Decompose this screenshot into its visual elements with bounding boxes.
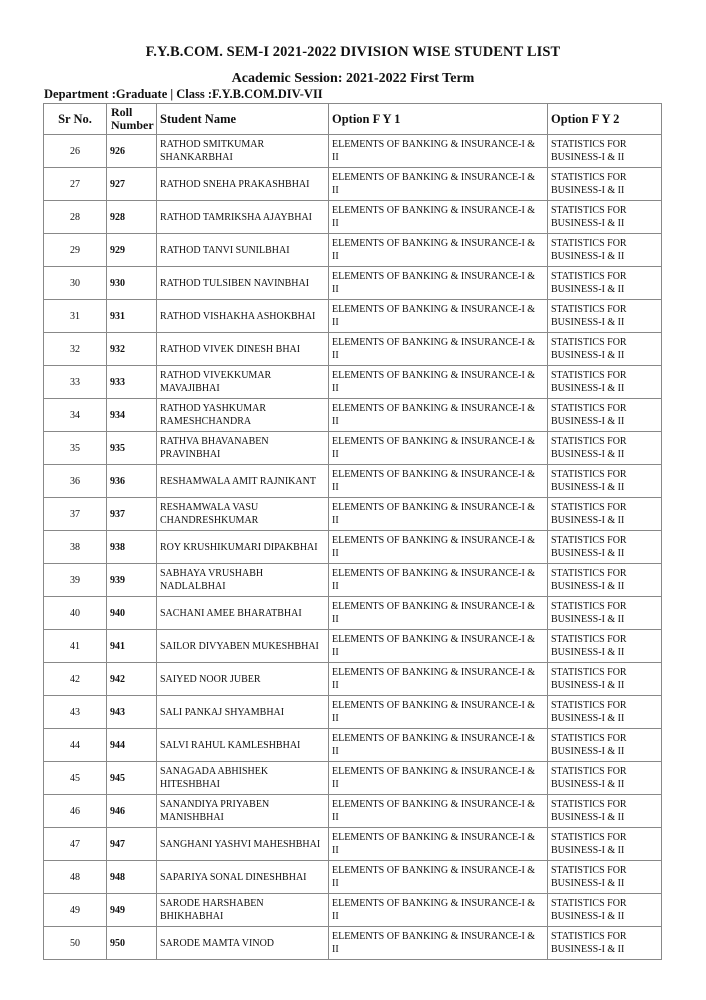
table-row — [44, 894, 662, 927]
cell-sr-no: 49 — [44, 894, 107, 927]
cell-student-name: SABHAYA VRUSHABH NADLALBHAI — [157, 564, 329, 597]
table-row — [44, 564, 662, 597]
cell-student-name: SARODE MAMTA VINOD — [157, 927, 329, 960]
cell-roll-number: 942 — [107, 663, 157, 696]
cell-student-name: ROY KRUSHIKUMARI DIPAKBHAI — [157, 531, 329, 564]
cell-option-fy1: ELEMENTS OF BANKING & INSURANCE-I & II — [329, 366, 548, 399]
table-row — [44, 597, 662, 630]
cell-option-fy1: ELEMENTS OF BANKING & INSURANCE-I & II — [329, 267, 548, 300]
cell-sr-no: 26 — [44, 135, 107, 168]
cell-roll-number: 926 — [107, 135, 157, 168]
cell-sr-no: 30 — [44, 267, 107, 300]
cell-roll-number: 930 — [107, 267, 157, 300]
cell-sr-no: 42 — [44, 663, 107, 696]
cell-option-fy2: STATISTICS FOR BUSINESS-I & II — [548, 630, 662, 663]
cell-roll-number: 929 — [107, 234, 157, 267]
cell-option-fy2: STATISTICS FOR BUSINESS-I & II — [548, 861, 662, 894]
cell-student-name: SAPARIYA SONAL DINESHBHAI — [157, 861, 329, 894]
cell-sr-no: 35 — [44, 432, 107, 465]
cell-sr-no: 41 — [44, 630, 107, 663]
cell-roll-number: 928 — [107, 201, 157, 234]
cell-roll-number: 943 — [107, 696, 157, 729]
table-row — [44, 696, 662, 729]
cell-option-fy1: ELEMENTS OF BANKING & INSURANCE-I & II — [329, 135, 548, 168]
cell-option-fy2: STATISTICS FOR BUSINESS-I & II — [548, 366, 662, 399]
cell-option-fy2: STATISTICS FOR BUSINESS-I & II — [548, 894, 662, 927]
table-row — [44, 267, 662, 300]
cell-option-fy1: ELEMENTS OF BANKING & INSURANCE-I & II — [329, 201, 548, 234]
cell-student-name: SAILOR DIVYABEN MUKESHBHAI — [157, 630, 329, 663]
table-row — [44, 234, 662, 267]
cell-roll-number: 941 — [107, 630, 157, 663]
cell-sr-no: 48 — [44, 861, 107, 894]
cell-option-fy2: STATISTICS FOR BUSINESS-I & II — [548, 927, 662, 960]
cell-option-fy2: STATISTICS FOR BUSINESS-I & II — [548, 333, 662, 366]
table-row — [44, 465, 662, 498]
cell-student-name: SANANDIYA PRIYABEN MANISHBHAI — [157, 795, 329, 828]
cell-roll-number: 944 — [107, 729, 157, 762]
cell-option-fy1: ELEMENTS OF BANKING & INSURANCE-I & II — [329, 465, 548, 498]
cell-option-fy1: ELEMENTS OF BANKING & INSURANCE-I & II — [329, 795, 548, 828]
cell-student-name: RATHOD VISHAKHA ASHOKBHAI — [157, 300, 329, 333]
cell-option-fy1: ELEMENTS OF BANKING & INSURANCE-I & II — [329, 894, 548, 927]
column-header-option-fy2: Option F Y 2 — [548, 104, 662, 135]
cell-option-fy2: STATISTICS FOR BUSINESS-I & II — [548, 696, 662, 729]
cell-option-fy1: ELEMENTS OF BANKING & INSURANCE-I & II — [329, 300, 548, 333]
cell-student-name: RATHOD TANVI SUNILBHAI — [157, 234, 329, 267]
student-list-table — [43, 103, 662, 960]
cell-roll-number: 932 — [107, 333, 157, 366]
cell-student-name: SANAGADA ABHISHEK HITESHBHAI — [157, 762, 329, 795]
cell-roll-number: 939 — [107, 564, 157, 597]
table-row — [44, 630, 662, 663]
cell-sr-no: 29 — [44, 234, 107, 267]
cell-student-name: RATHOD TAMRIKSHA AJAYBHAI — [157, 201, 329, 234]
cell-roll-number: 938 — [107, 531, 157, 564]
table-row — [44, 366, 662, 399]
cell-roll-number: 936 — [107, 465, 157, 498]
cell-roll-number: 927 — [107, 168, 157, 201]
cell-option-fy1: ELEMENTS OF BANKING & INSURANCE-I & II — [329, 663, 548, 696]
table-header — [44, 104, 662, 135]
cell-sr-no: 50 — [44, 927, 107, 960]
cell-option-fy2: STATISTICS FOR BUSINESS-I & II — [548, 465, 662, 498]
cell-option-fy2: STATISTICS FOR BUSINESS-I & II — [548, 267, 662, 300]
cell-sr-no: 28 — [44, 201, 107, 234]
cell-roll-number: 937 — [107, 498, 157, 531]
cell-roll-number: 946 — [107, 795, 157, 828]
page-subtitle: Academic Session: 2021-2022 First Term — [231, 71, 475, 86]
cell-roll-number: 940 — [107, 597, 157, 630]
table-row — [44, 828, 662, 861]
cell-sr-no: 33 — [44, 366, 107, 399]
cell-option-fy1: ELEMENTS OF BANKING & INSURANCE-I & II — [329, 333, 548, 366]
cell-sr-no: 38 — [44, 531, 107, 564]
table-row — [44, 663, 662, 696]
cell-option-fy1: ELEMENTS OF BANKING & INSURANCE-I & II — [329, 630, 548, 663]
cell-sr-no: 37 — [44, 498, 107, 531]
cell-roll-number: 945 — [107, 762, 157, 795]
cell-roll-number: 949 — [107, 894, 157, 927]
table-row — [44, 168, 662, 201]
cell-student-name: SARODE HARSHABEN BHIKHABHAI — [157, 894, 329, 927]
cell-roll-number: 931 — [107, 300, 157, 333]
cell-student-name: RATHOD SMITKUMAR SHANKARBHAI — [157, 135, 329, 168]
table-row — [44, 498, 662, 531]
column-header-sr-no: Sr No. — [44, 104, 107, 135]
cell-option-fy1: ELEMENTS OF BANKING & INSURANCE-I & II — [329, 597, 548, 630]
cell-option-fy2: STATISTICS FOR BUSINESS-I & II — [548, 498, 662, 531]
cell-student-name: RATHVA BHAVANABEN PRAVINBHAI — [157, 432, 329, 465]
cell-sr-no: 39 — [44, 564, 107, 597]
cell-student-name: RATHOD VIVEK DINESH BHAI — [157, 333, 329, 366]
cell-sr-no: 44 — [44, 729, 107, 762]
header-row — [44, 104, 662, 135]
column-header-option-fy1: Option F Y 1 — [329, 104, 548, 135]
cell-roll-number: 935 — [107, 432, 157, 465]
cell-option-fy1: ELEMENTS OF BANKING & INSURANCE-I & II — [329, 927, 548, 960]
cell-roll-number: 934 — [107, 399, 157, 432]
cell-option-fy2: STATISTICS FOR BUSINESS-I & II — [548, 234, 662, 267]
cell-option-fy1: ELEMENTS OF BANKING & INSURANCE-I & II — [329, 432, 548, 465]
column-header-roll-number: Roll Number — [107, 104, 157, 135]
cell-option-fy2: STATISTICS FOR BUSINESS-I & II — [548, 597, 662, 630]
table-row — [44, 201, 662, 234]
cell-option-fy1: ELEMENTS OF BANKING & INSURANCE-I & II — [329, 729, 548, 762]
cell-option-fy2: STATISTICS FOR BUSINESS-I & II — [548, 201, 662, 234]
cell-student-name: SALVI RAHUL KAMLESHBHAI — [157, 729, 329, 762]
cell-option-fy1: ELEMENTS OF BANKING & INSURANCE-I & II — [329, 828, 548, 861]
cell-sr-no: 32 — [44, 333, 107, 366]
cell-option-fy1: ELEMENTS OF BANKING & INSURANCE-I & II — [329, 696, 548, 729]
cell-roll-number: 948 — [107, 861, 157, 894]
table-row — [44, 333, 662, 366]
table-row — [44, 300, 662, 333]
cell-option-fy1: ELEMENTS OF BANKING & INSURANCE-I & II — [329, 234, 548, 267]
table-row — [44, 432, 662, 465]
cell-option-fy1: ELEMENTS OF BANKING & INSURANCE-I & II — [329, 498, 548, 531]
cell-option-fy2: STATISTICS FOR BUSINESS-I & II — [548, 531, 662, 564]
cell-sr-no: 40 — [44, 597, 107, 630]
cell-option-fy2: STATISTICS FOR BUSINESS-I & II — [548, 663, 662, 696]
page-title: F.Y.B.COM. SEM-I 2021-2022 DIVISION WISE STUDENT LIST — [145, 44, 561, 60]
cell-student-name: SALI PANKAJ SHYAMBHAI — [157, 696, 329, 729]
column-header-student-name: Student Name — [157, 104, 329, 135]
table-body — [44, 135, 662, 960]
cell-sr-no: 34 — [44, 399, 107, 432]
cell-option-fy2: STATISTICS FOR BUSINESS-I & II — [548, 729, 662, 762]
cell-sr-no: 31 — [44, 300, 107, 333]
cell-option-fy1: ELEMENTS OF BANKING & INSURANCE-I & II — [329, 861, 548, 894]
cell-option-fy2: STATISTICS FOR BUSINESS-I & II — [548, 795, 662, 828]
cell-option-fy2: STATISTICS FOR BUSINESS-I & II — [548, 432, 662, 465]
cell-option-fy1: ELEMENTS OF BANKING & INSURANCE-I & II — [329, 399, 548, 432]
department-class-line: Department :Graduate | Class :F.Y.B.COM.DIV-VII — [44, 87, 323, 101]
cell-option-fy1: ELEMENTS OF BANKING & INSURANCE-I & II — [329, 168, 548, 201]
table-row — [44, 729, 662, 762]
cell-roll-number: 933 — [107, 366, 157, 399]
cell-option-fy2: STATISTICS FOR BUSINESS-I & II — [548, 564, 662, 597]
cell-option-fy2: STATISTICS FOR BUSINESS-I & II — [548, 300, 662, 333]
cell-sr-no: 36 — [44, 465, 107, 498]
cell-sr-no: 27 — [44, 168, 107, 201]
cell-student-name: SANGHANI YASHVI MAHESHBHAI — [157, 828, 329, 861]
cell-option-fy2: STATISTICS FOR BUSINESS-I & II — [548, 168, 662, 201]
table-row — [44, 399, 662, 432]
table-row — [44, 531, 662, 564]
cell-option-fy1: ELEMENTS OF BANKING & INSURANCE-I & II — [329, 531, 548, 564]
cell-sr-no: 45 — [44, 762, 107, 795]
cell-student-name: RATHOD VIVEKKUMAR MAVAJIBHAI — [157, 366, 329, 399]
cell-option-fy1: ELEMENTS OF BANKING & INSURANCE-I & II — [329, 762, 548, 795]
cell-option-fy2: STATISTICS FOR BUSINESS-I & II — [548, 135, 662, 168]
cell-sr-no: 43 — [44, 696, 107, 729]
table-row — [44, 135, 662, 168]
cell-option-fy2: STATISTICS FOR BUSINESS-I & II — [548, 762, 662, 795]
cell-student-name: SAIYED NOOR JUBER — [157, 663, 329, 696]
cell-roll-number: 947 — [107, 828, 157, 861]
cell-roll-number: 950 — [107, 927, 157, 960]
cell-option-fy2: STATISTICS FOR BUSINESS-I & II — [548, 828, 662, 861]
table-row — [44, 861, 662, 894]
table-row — [44, 762, 662, 795]
cell-student-name: RATHOD TULSIBEN NAVINBHAI — [157, 267, 329, 300]
cell-sr-no: 46 — [44, 795, 107, 828]
cell-option-fy2: STATISTICS FOR BUSINESS-I & II — [548, 399, 662, 432]
table-row — [44, 795, 662, 828]
table-row — [44, 927, 662, 960]
cell-student-name: RESHAMWALA AMIT RAJNIKANT — [157, 465, 329, 498]
cell-student-name: RATHOD YASHKUMAR RAMESHCHANDRA — [157, 399, 329, 432]
cell-student-name: RATHOD SNEHA PRAKASHBHAI — [157, 168, 329, 201]
cell-student-name: RESHAMWALA VASU CHANDRESHKUMAR — [157, 498, 329, 531]
cell-student-name: SACHANI AMEE BHARATBHAI — [157, 597, 329, 630]
cell-sr-no: 47 — [44, 828, 107, 861]
cell-option-fy1: ELEMENTS OF BANKING & INSURANCE-I & II — [329, 564, 548, 597]
